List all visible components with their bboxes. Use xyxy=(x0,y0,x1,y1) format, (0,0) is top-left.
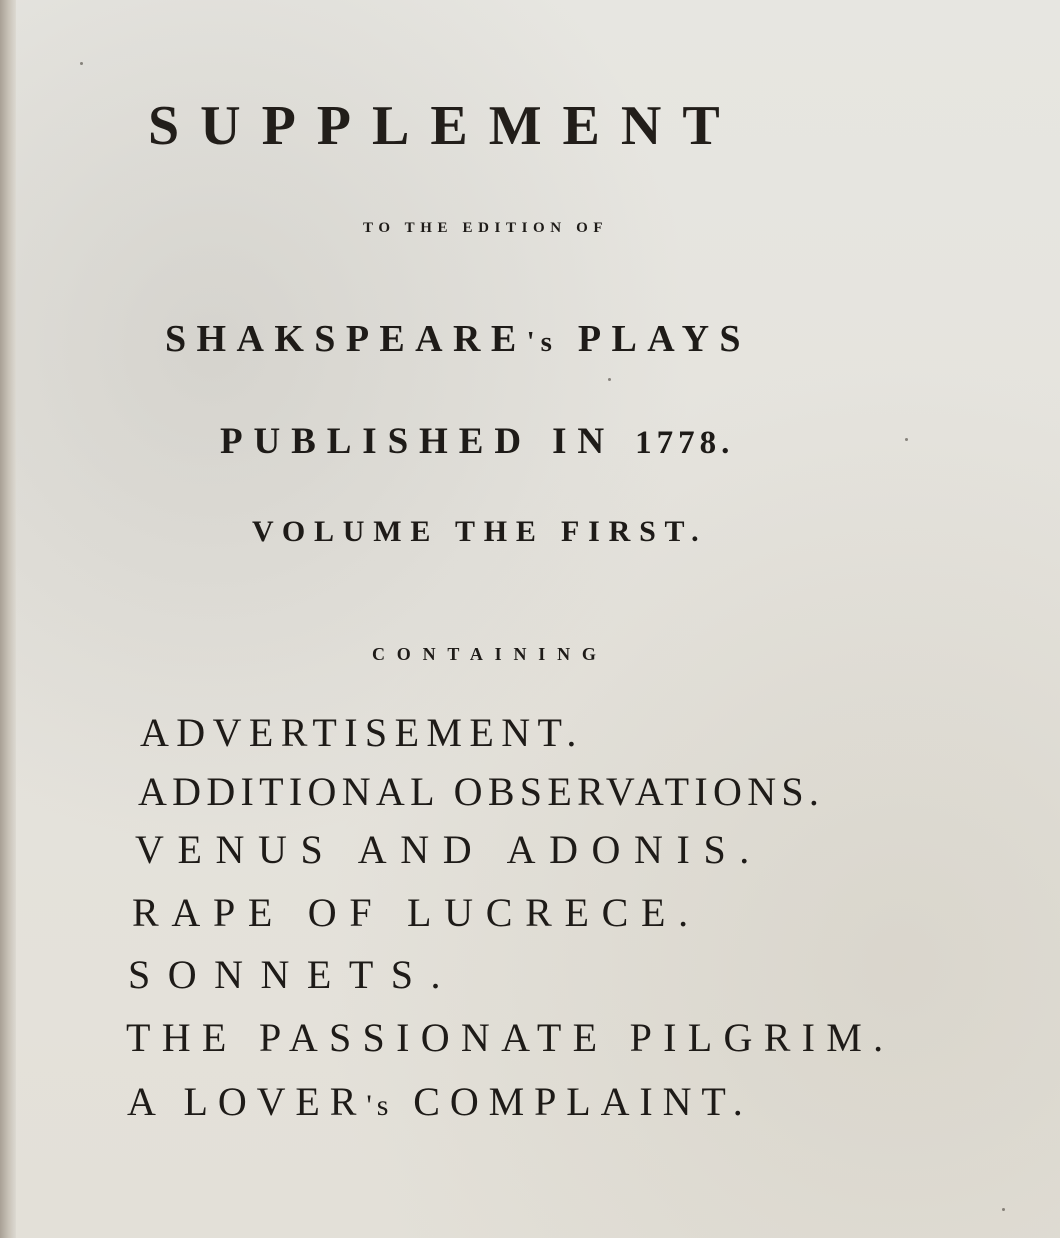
plays-word: PLAYS xyxy=(557,318,751,360)
contents-item: ADDITIONAL OBSERVATIONS. xyxy=(138,769,825,814)
contents-item: VENUS AND ADONIS. xyxy=(135,827,763,872)
lover-word: A LOVER xyxy=(127,1079,367,1124)
ink-speck xyxy=(905,438,908,441)
contents-item-lovers-complaint xyxy=(127,1079,753,1124)
volume-line: VOLUME THE FIRST. xyxy=(252,515,708,548)
ink-speck xyxy=(608,378,611,381)
contents-item: SONNETS. xyxy=(128,952,459,997)
edition-subtitle: TO THE EDITION OF xyxy=(363,220,609,236)
plays-heading xyxy=(165,320,751,358)
author-name: SHAKSPEARE xyxy=(165,318,527,360)
ink-speck xyxy=(1002,1208,1005,1211)
containing-label: CONTAINING xyxy=(372,644,608,664)
contents-item: THE PASSIONATE PILGRIM. xyxy=(126,1015,895,1060)
page-gutter-shadow xyxy=(0,0,16,1238)
page-title: SUPPLEMENT xyxy=(148,95,741,157)
contents-item: RAPE OF LUCRECE. xyxy=(132,890,701,935)
publication-year: 1778. xyxy=(635,425,735,461)
contents-item: ADVERTISEMENT. xyxy=(140,710,584,755)
ink-speck xyxy=(80,62,83,65)
published-text: PUBLISHED IN xyxy=(220,421,636,462)
possessive-mark: 's xyxy=(526,326,558,358)
possessive-mark: 's xyxy=(366,1089,394,1122)
publication-line xyxy=(220,423,734,460)
complaint-word: COMPLAINT. xyxy=(393,1079,753,1124)
